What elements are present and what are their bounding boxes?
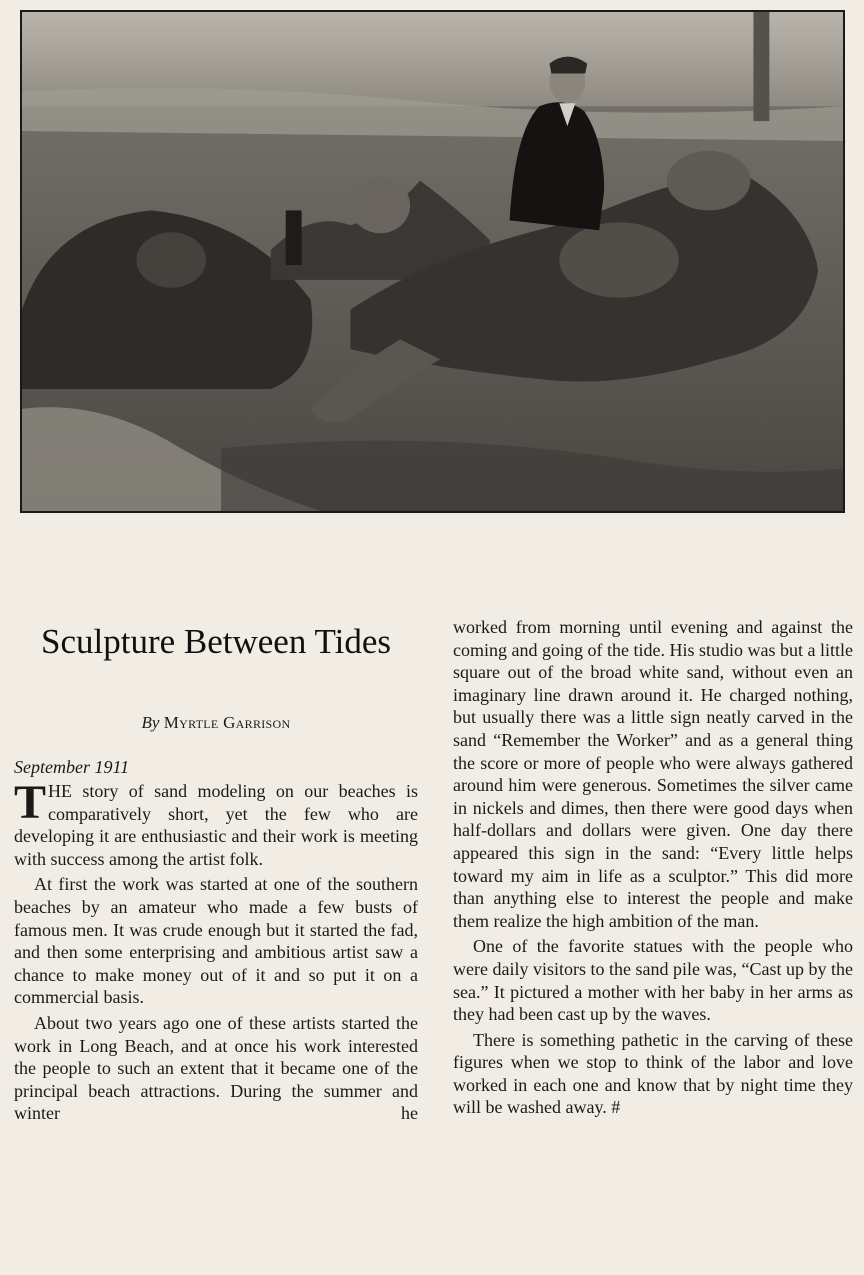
article-date: September 1911 [14, 757, 130, 777]
paragraph-1-text: HE story of sand modeling on our beaches is comparatively short, yet the few who are developing it are enthusiastic and their work is meeting with success among the artist folk. [14, 781, 418, 869]
paragraph-4: One of the favorite statues with the people who were daily visitors to the sand pile was, “Cast up by the sea.” It pictured a mother with her baby in her arms as they had been cast up by the waves. [453, 936, 853, 1025]
paragraph-3-continued: worked from morning until evening and against the coming and going of the tide. His studio was but a little square out of the broad white sand, without even an imaginary line drawn around it. He charged nothing, but usually there was a little sign neatly carved in the sand “Remember the Worker” and as a general thing the score or more of people who were always gathered around him were generous. Sometimes the silver came in nickels and dimes, then there were good days when half-dollars and dollars were given. One day there appeared this sign in the sand: “Every little helps toward my aim in life as a sculptor.” This did more than anything else to interest the people and make them realize the high ambition of the man. [453, 617, 853, 931]
author-name: Myrtle Garrison [163, 713, 291, 732]
right-column [453, 616, 853, 1119]
paragraph-2: At first the work was started at one of the southern beaches by an amateur who made a few busts of famous men. It was crude enough but it started the fad, and then some enterprising and ambitious artist saw a chance to make money out of it and so put it on a commercial basis. [14, 874, 418, 1008]
paragraph-1 [14, 776, 418, 870]
photo-illustration [22, 12, 843, 511]
paragraph-3: About two years ago one of these artists started the work in Long Beach, and at once his work interested the people to such an extent that it became one of the principal beach attractions. During the summer and winter he [14, 1012, 418, 1124]
byline-prefix: By [141, 713, 160, 732]
left-column [14, 620, 418, 1125]
article-title: Sculpture Between Tides [41, 622, 391, 661]
drop-cap: T [14, 776, 47, 829]
sand-sculpture-photo [20, 10, 845, 513]
paragraph-5: There is something pathetic in the carving of these figures when we stop to think of the labor and love worked in each one and know that by night time they will be washed away. # [453, 1029, 853, 1118]
byline [14, 713, 418, 733]
